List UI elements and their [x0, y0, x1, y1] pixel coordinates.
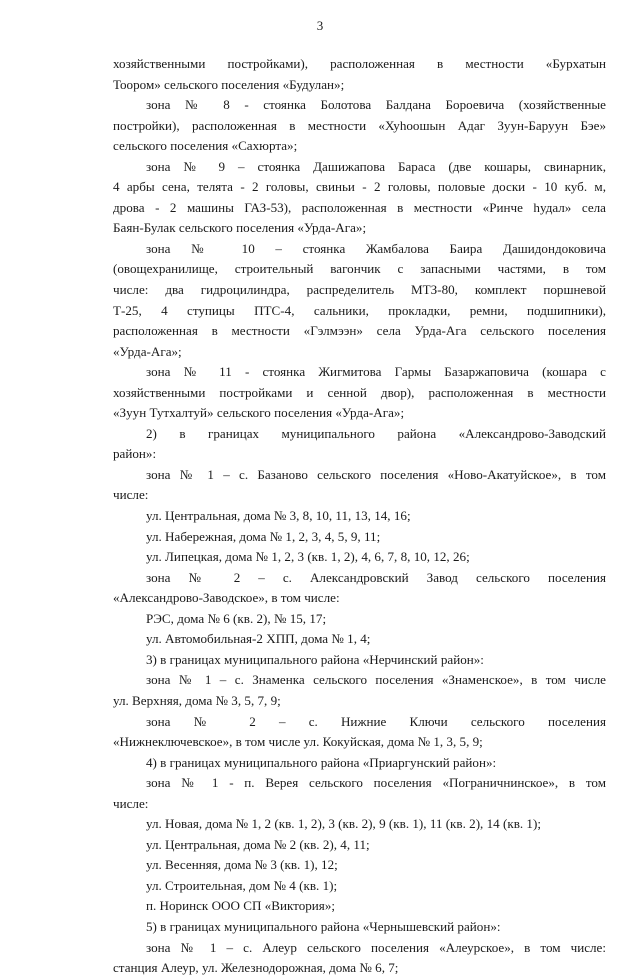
text-line: ул. Набережная, дома № 1, 2, 3, 4, 5, 9, 11; [146, 528, 381, 544]
text-line: Т-25, 4 ступицы ПТС-4, сальники, прокладки, ремни, подшипники), [113, 302, 606, 318]
text-line: зона № 1 - п. Верея сельского поселения «Пограничнинское», в том [146, 775, 606, 791]
text-line: ул. Новая, дома № 1, 2 (кв. 1, 2), 3 (кв. 2), 9 (кв. 1), 11 (кв. 2), 14 (кв. 1); [146, 816, 541, 832]
text-line: 3) в границах муниципального района «Нерчинский район»: [146, 651, 484, 667]
text-line: дрова - 2 машины ГАЗ-53), расположенная в местности «Ринче hудал» села [113, 199, 606, 215]
text-line: 4) в границах муниципального района «Приаргунский район»: [146, 754, 497, 770]
text-line: 2) в границах муниципального района «Александрово-Заводский [146, 425, 606, 441]
text-line: числе: [113, 487, 149, 503]
text-line: ул. Строительная, дом № 4 (кв. 1); [146, 877, 338, 893]
text-line: район»: [113, 446, 157, 462]
text-line: зона № 8 - стоянка Болотова Балдана Бороевича (хозяйственные [146, 97, 606, 113]
text-line: 4 арбы сена, телята - 2 головы, свиньи - 2 головы, половые доски - 10 куб. м, [113, 179, 606, 195]
text-line: Тоором» сельского поселения «Будулан»; [113, 76, 345, 92]
text-line: зона № 1 – с. Знаменка сельского поселения «Знаменское», в том числе [146, 672, 606, 688]
text-line: постройки), расположенная в местности «Хуhоошын Адаг Зуун-Баруун Бэе» [113, 117, 606, 133]
text-line: хозяйственными постройками), расположенная в местности «Бурхатын [113, 56, 606, 71]
text-line: 5) в границах муниципального района «Чернышевский район»: [146, 918, 501, 934]
text-line: (овощехранилище, строительный вагончик с запасными частями, в том [113, 261, 606, 277]
text-line: ул. Весенняя, дома № 3 (кв. 1), 12; [146, 857, 338, 873]
text-line: ул. Липецкая, дома № 1, 2, 3 (кв. 1, 2), 4, 6, 7, 8, 10, 12, 26; [146, 549, 470, 565]
text-line: станция Алеур, ул. Железнодорожная, дома № 6, 7; [113, 960, 399, 976]
text-line: зона № 1 – с. Базаново сельского поселения «Ново-Акатуйское», в том [146, 466, 606, 482]
text-line: зона № 2 – с. Александровский Завод сельского поселения [146, 569, 606, 585]
text-line: числе: два гидроцилиндра, распределитель МТЗ-80, комплект поршневой [113, 282, 606, 298]
text-line: зона № 11 - стоянка Жигмитова Гармы Базаржаповича (кошара с [146, 364, 606, 380]
text-line: зона № 10 – стоянка Жамбалова Баира Дашидондоковича [146, 240, 606, 256]
text-line: сельского поселения «Сахюрта»; [113, 138, 298, 154]
text-line: ул. Автомобильная-2 ХПП, дома № 1, 4; [146, 631, 371, 647]
text-line: хозяйственными постройками и сенной двор), расположенная в местности [113, 384, 606, 400]
text-line: ул. Центральная, дома № 3, 8, 10, 11, 13, 14, 16; [146, 508, 411, 524]
text-line: РЭС, дома № 6 (кв. 2), № 15, 17; [146, 610, 327, 626]
text-line: зона № 1 – с. Алеур сельского поселения «Алеурское», в том числе: [146, 939, 606, 955]
text-line: расположенная в местности «Гэлмээн» села Урда-Ага сельского поселения [113, 323, 606, 339]
text-line: зона № 9 – стоянка Дашижапова Бараса (две кошары, свинарник, [146, 158, 606, 174]
page-number: 3 [316, 18, 324, 33]
text-line: ул. Верхняя, дома № 3, 5, 7, 9; [113, 692, 281, 708]
text-line: Баян-Булак сельского поселения «Урда-Ага»; [113, 220, 367, 236]
text-line: числе: [113, 795, 149, 811]
document-body [113, 54, 606, 979]
text-line: п. Норинск ООО СП «Виктория»; [146, 898, 336, 914]
text-line: «Александрово-Заводское», в том числе: [113, 590, 340, 606]
text-line: зона № 2 – с. Нижние Ключи сельского поселения [146, 713, 606, 729]
text-line: ул. Центральная, дома № 2 (кв. 2), 4, 11; [146, 836, 370, 852]
text-line: «Зуун Тутхалтуй» сельского поселения «Урда-Ага»; [113, 405, 405, 421]
text-line: «Нижнеключевское», в том числе ул. Кокуйская, дома № 1, 3, 5, 9; [113, 734, 483, 750]
text-line: «Урда-Ага»; [113, 343, 182, 359]
